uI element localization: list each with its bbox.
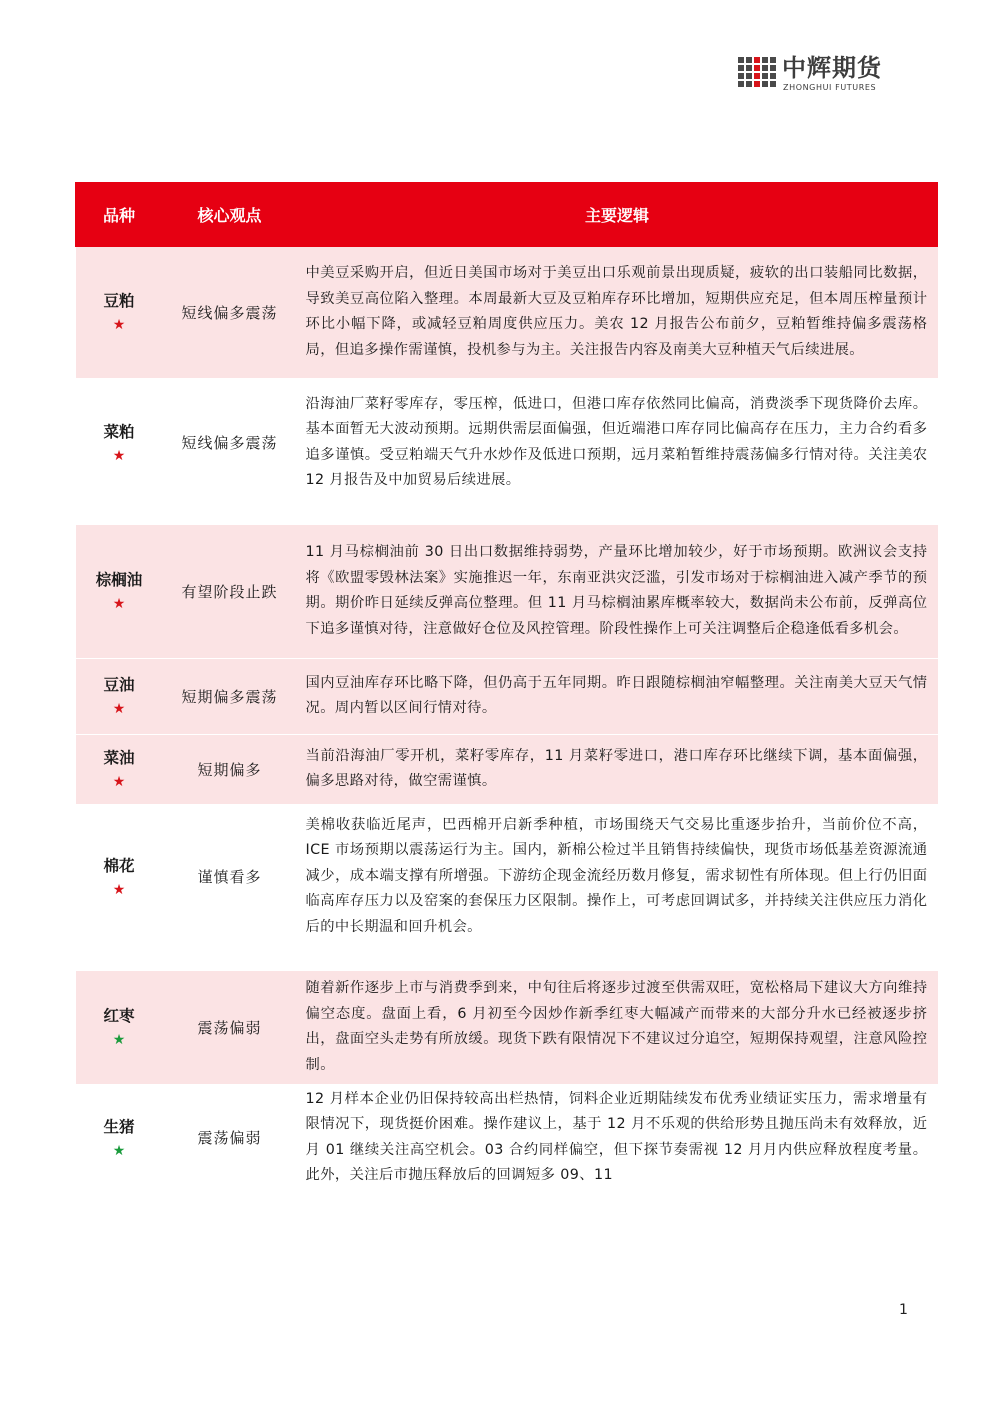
page-number: 1 — [899, 1302, 908, 1318]
core-view-cell: 短期偏多震荡 — [163, 658, 297, 734]
star-icon: ★ — [112, 1032, 126, 1048]
row-spacer — [76, 949, 938, 970]
header-core-view: 核心观点 — [163, 182, 297, 247]
variety-name: 豆油 — [103, 676, 135, 694]
logo-name-cn: 中辉期货 — [782, 54, 882, 82]
table-row — [76, 378, 938, 507]
variety-name: 菜粕 — [103, 422, 135, 441]
table-row — [76, 1084, 938, 1191]
main-logic-cell: 当前沿海油厂零开机，菜籽零库存，11 月菜籽零进口，港口库存环比继续下调，基本面偏强，偏多思路对待，做空需谨慎。 — [297, 734, 938, 804]
star-icon: ★ — [112, 596, 126, 612]
main-logic-cell: 中美豆采购开启，但近日美国市场对于美豆出口乐观前景出现质疑，疲软的出口装船同比数据，导致美豆高位陷入整理。本周最新大豆及豆粕库存环比增加，短期供应充足，但本周压榨量预计环比小幅下降，或减轻豆粕周度供应压力。美农 12 月报告公布前夕，豆粕暂维持偏多震荡格局，但追多操作需谨慎，投机参与为主。关注报告内容及南美大豆种植天气后续进展。 — [297, 247, 938, 378]
main-logic-cell: 美棉收获临近尾声，巴西棉开启新季种植，市场围绕天气交易比重逐步抬升，当前价位不高，ICE 市场预期以震荡运行为主。国内，新棉公检过半且销售持续偏快，现货市场低基差资源流通减少，成本端支撑有所增强。下游纺企现金流经历数月修复，需求韧性有所体现。但上行仍旧面临高库存压力以及窑案的套保压力区限制。操作上，可考虑回调试多，并持续关注供应压力消化后的中长期温和回升机会。 — [297, 804, 938, 949]
commodity-view-table — [75, 182, 938, 1192]
star-icon: ★ — [112, 701, 126, 717]
table-row — [76, 247, 938, 378]
variety-cell — [76, 970, 163, 1084]
variety-cell — [76, 247, 163, 378]
main-logic-cell: 11 月马棕榈油前 30 日出口数据维持弱势，产量环比增加较少，好于市场预期。欧洲议会支持将《欧盟零毁林法案》实施推迟一年，东南亚洪灾泛滥，引发市场对于棕榈油进入减产季节的预期。期价昨日延续反弹高位整理。但 11 月马棕榈油累库概率较大，数据尚未公布前，反弹高位下追多谨慎对待，注意做好仓位及风控管理。阶段性操作上可关注调整后企稳逢低看多机会。 — [297, 524, 938, 658]
variety-name: 菜油 — [103, 749, 135, 767]
row-spacer — [76, 507, 938, 524]
main-logic-cell: 随着新作逐步上市与消费季到来，中旬往后将逐步过渡至供需双旺，宽松格局下建议大方向维持偏空态度。盘面上看，6 月初至今因炒作新季红枣大幅减产而带来的大部分升水已经被逐步挤出，盘面空头走势有所放缓。现货下跌有限情况下不建议过分追空，短期保持观望，注意风险控制。 — [297, 970, 938, 1084]
star-icon: ★ — [112, 1142, 126, 1159]
variety-cell — [76, 804, 163, 949]
core-view-cell: 震荡偏弱 — [163, 970, 297, 1084]
variety-cell — [76, 378, 163, 507]
main-logic-cell: 沿海油厂菜籽零库存，零压榨，低进口，但港口库存依然同比偏高，消费淡季下现货降价去库。基本面暂无大波动预期。远期供需层面偏强，但近端港口库存同比偏高存在压力，主力合约看多追多谨慎。受豆粕端天气升水炒作及低进口预期，远月菜粕暂维持震荡偏多行情对待。关注美农 12 月报告及中加贸易后续进展。 — [297, 378, 938, 507]
variety-name: 棉花 — [103, 856, 135, 875]
core-view-cell: 短线偏多震荡 — [163, 378, 297, 507]
variety-name: 生猪 — [103, 1117, 135, 1136]
table-row — [76, 658, 938, 734]
table-header-row — [76, 182, 938, 247]
table-row — [76, 524, 938, 658]
core-view-cell: 短期偏多 — [163, 734, 297, 804]
table-row — [76, 970, 938, 1084]
table-row — [76, 804, 938, 949]
logo-mark-icon — [738, 57, 776, 89]
star-icon: ★ — [112, 317, 126, 334]
variety-cell — [76, 658, 163, 734]
logo-name-en: ZHONGHUI FUTURES — [783, 83, 877, 92]
variety-name: 红枣 — [103, 1007, 135, 1025]
variety-cell — [76, 524, 163, 658]
core-view-cell: 有望阶段止跌 — [163, 524, 297, 658]
star-icon: ★ — [112, 881, 126, 898]
variety-cell — [76, 1084, 163, 1191]
main-logic-cell: 国内豆油库存环比略下降，但仍高于五年同期。昨日跟随棕榈油窄幅整理。关注南美大豆天气情况。周内暂以区间行情对待。 — [297, 658, 938, 734]
star-icon: ★ — [112, 447, 126, 464]
table-row — [76, 734, 938, 804]
variety-name: 棕榈油 — [95, 571, 143, 589]
variety-cell — [76, 734, 163, 804]
core-view-cell: 震荡偏弱 — [163, 1084, 297, 1191]
company-logo — [738, 54, 908, 94]
variety-name: 豆粕 — [103, 292, 135, 311]
star-icon: ★ — [112, 774, 126, 790]
header-variety: 品种 — [76, 182, 163, 247]
core-view-cell: 谨慎看多 — [163, 804, 297, 949]
header-main-logic: 主要逻辑 — [297, 182, 938, 247]
core-view-cell: 短线偏多震荡 — [163, 247, 297, 378]
main-logic-cell: 12 月样本企业仍旧保持较高出栏热情，饲料企业近期陆续发布优秀业绩证实压力，需求增量有限情况下，现货挺价困难。操作建议上，基于 12 月不乐观的供给形势且抛压尚未有效释放，近月 01 继续关注高空机会。03 合约同样偏空，但下探节奏需视 12 月月内供应释放程度考量。此外，关注后市抛压释放后的回调短多 09、11 — [297, 1084, 938, 1191]
